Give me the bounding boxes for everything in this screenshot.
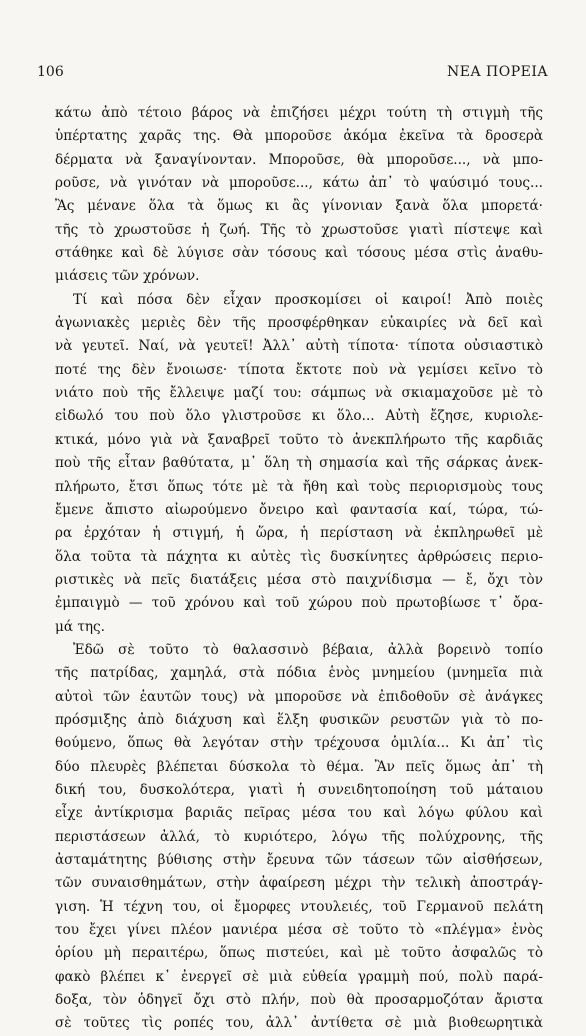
text-line: ὁρίου μὴ περαιτέρω, ὅπως πιστεύει, καὶ μὲ τοῦτο ἀσφαλῶς τὸ: [55, 945, 543, 962]
text-line: μιάσεις τῶν χρόνων.: [55, 268, 200, 285]
paragraph-start-line: Ἐδῶ σὲ τοῦτο τὸ θαλασσινὸ βέβαια, ἀλλὰ βορεινὸ τοπίο: [73, 641, 543, 658]
text-line: ποτέ της δὲν ἔνοιωσε· τίποτα ἔκτοτε ποὺ νὰ γεμίσει κεῖνο τὸ: [55, 361, 543, 378]
text-line: Ἂς μένανε ὅλα τὰ ὅμως κι ἂς γίνονιαν ξανὰ ὅλα μπορετά·: [55, 198, 543, 215]
text-line: τῆς τὸ χρωστοῦσε ἡ ζωή. Τῆς τὸ χρωστοῦσε γιατὶ πίστεψε καὶ: [55, 221, 543, 238]
page-number: 106: [37, 64, 64, 80]
text-line: κτικά, μόνο γιὰ νὰ ξαναβρεῖ τοῦτο τὸ ἀνεκπλήρωτο τῆς καρδιᾶς: [55, 431, 543, 448]
body-text: [55, 102, 543, 1036]
text-line: θούμενο, ὅπως θὰ λεγόταν στὴν τρέχουσα ὁμιλία... Κι ἀπ᾿ τὶς: [55, 735, 543, 752]
text-line: εἶχε ἀντίκρισμα βαριᾶς πεῖρας μέσα του καὶ λόγω φύλου καὶ: [55, 805, 543, 822]
text-line: τῆς πατρίδας, χαμηλά, στὰ πόδια ἑνὸς μνημείου (μνημεῖα πιὰ: [55, 665, 543, 682]
text-line: ὑπέρτατης χαρᾶς της. Θὰ μποροῦσε ἀκόμα ἐκεῖνα τὰ δροσερὰ: [55, 128, 543, 145]
text-line: πρόσμιξης ἀπὸ διάχυση καὶ ἕλξη φυσικῶν ρευστῶν γιὰ τὸ πο-: [55, 711, 543, 728]
text-line: ποὺ τῆς εἶταν βαθύτατα, μ᾿ ὅλη τὴ σημασία καὶ τῆς σάρκας ἀνεκ-: [55, 455, 543, 472]
text-line: ριστικὲς νὰ πεῖς διατάξεις μέσα στὸ παιχνίδισμα — ἔ, ὄχι τὸν: [55, 571, 543, 588]
text-line: δική του, δυσκολότερα, γιατὶ ἡ συνειδητοποίηση τοῦ μάταιου: [55, 781, 543, 798]
text-line: ἔμενε ἄπιστο αἰωρούμενο ὄνειρο καὶ φαντασία καί, τώρα, τώ-: [55, 501, 543, 518]
text-line: αὐτοὶ τῶν ἑαυτῶν τους) νὰ μποροῦσε νὰ ἐπιδοθοῦν σὲ ἀνάγκες: [55, 688, 543, 705]
text-line: ροῦσε, νὰ γινόταν νὰ μποροῦσε..., κάτω ἀπ᾿ τὸ ψαύσιμό τους...: [55, 175, 543, 192]
text-line: πλήρωτο, ἔτσι ὅπως τότε μὲ τὰ ἤθη καὶ τοὺς περιορισμοὺς τους: [55, 478, 543, 495]
paragraph-start-line: Τί καὶ πόσα δὲν εἶχαν προσκομίσει οἱ καιροί! Ἀπὸ ποιὲς: [73, 291, 543, 308]
text-line: γιση. Ἡ τέχνη του, οἱ ἔμορφες ντουλειές, τοῦ Γερμανοῦ πελάτη: [55, 898, 543, 915]
text-line: εἰδωλό του ποὺ ὅλο γλιστροῦσε κι ὅλο... Αὐτὴ ἔζησε, κυριολε-: [55, 408, 543, 425]
text-line: φακὸ βλέπει κ᾿ ἐνεργεῖ σὲ μιὰ εὐθεία γραμμὴ πού, πολὺ παρά-: [55, 968, 543, 985]
text-line: σὲ τοῦτες τὶς ροπές του, ἀλλ᾿ ἀντίθετα σὲ μιὰ βιοθεωρητικὰ: [55, 1015, 543, 1032]
text-line: ἐμπαιγμὸ — τοῦ χρόνου καὶ τοῦ χώρου ποὺ πρωτοβίωσε τ᾿ ὄρα-: [55, 595, 543, 612]
text-line: δύο πλευρὲς βλέπεται δύσκολα τὸ θέμα. Ἂν πεῖς ὅμως ἀπ᾿ τὴ: [55, 758, 543, 775]
text-line: περιστάσεων ἀλλά, τὸ κυριότερο, λόγω τῆς πολύχρονης, τῆς: [55, 828, 543, 845]
text-line: ἀσταμάτητης βύθισης στὴν ἔρευνα τῶν τάσεων τῶν αἰσθήσεων,: [55, 852, 543, 868]
text-line: ἀγωνιακὲς μεριὲς δὲν τῆς προσφέρθηκαν εὐκαιρίες νὰ δεῖ καὶ: [55, 315, 543, 332]
text-line: νὰ γευτεῖ. Ναί, νὰ γευτεῖ! Ἀλλ᾿ αὐτὴ τίποτα· τίποτα οὐσιαστικὸ: [55, 338, 543, 355]
text-line: ὅλα τοῦτα τὰ πάχητα κι αὐτὲς τὶς δυσκίνητες ἀρθρώσεις περιο-: [55, 548, 543, 565]
running-title: ΝΕΑ ΠΟΡΕΙΑ: [447, 64, 548, 80]
text-line: τῶν συναισθημάτων, στὴν ἀφαίρεση μέχρι τὴν τελικὴ ἀποστράγ-: [55, 875, 543, 892]
text-line: νιάτο ποὺ τῆς ἔλλειψε μαζί του: σάμπως νὰ σκιαμαχοῦσε μὲ τὸ: [55, 385, 543, 402]
text-line: δοξα, τὸν ὁδηγεῖ ὄχι στὸ πλήν, ποὺ θὰ προσαρμοζόταν ἄριστα: [55, 992, 543, 1009]
text-line: κάτω ἀπὸ τέτοιο βάρος νὰ ἐπιζήσει μέχρι τούτη τὴ στιγμὴ τῆς: [55, 105, 543, 121]
text-line: του ἔχει γίνει πλέον μανιέρα μέσα σὲ τοῦτο τὸ «πλέγμα» ἑνὸς: [55, 922, 543, 939]
text-line: δέρματα νὰ ξαναγίνονταν. Μποροῦσε, θὰ μποροῦσε..., νὰ μπο-: [55, 151, 543, 168]
text-line: ρα ἐρχόταν ἡ στιγμή, ἡ ὥρα, ἡ περίσταση νὰ ἐκπληρωθεῖ μὲ: [55, 525, 543, 542]
text-line: μά της.: [55, 618, 105, 635]
text-line: στάθηκε καὶ δὲ λύγισε σὰν τόσους καὶ τόσους μέσα στὶς ἀναθυ-: [55, 245, 543, 262]
